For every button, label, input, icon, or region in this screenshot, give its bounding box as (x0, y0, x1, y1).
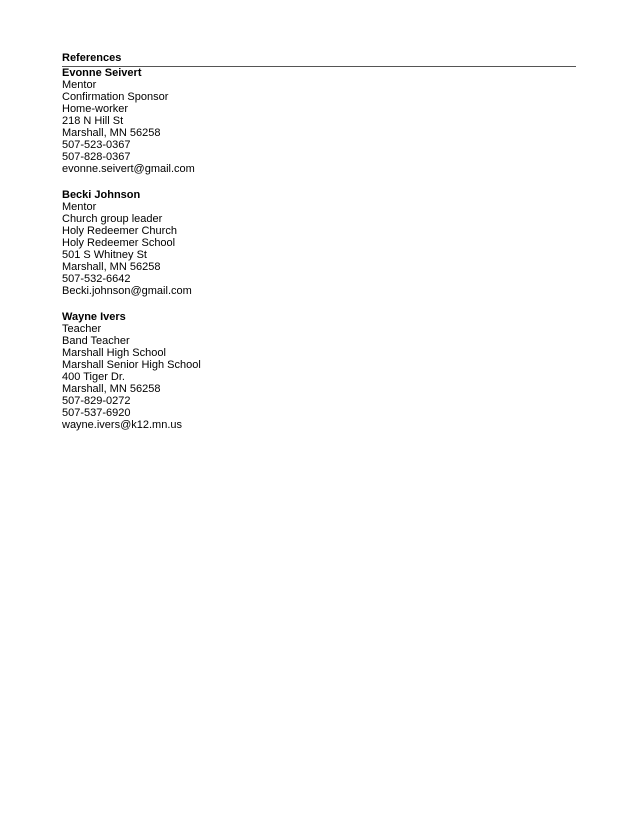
reference-name: Becki Johnson (62, 189, 141, 201)
reference-detail-line: Marshall, MN 56258 (62, 127, 161, 139)
reference-entry (62, 311, 576, 431)
reference-detail-line: Holy Redeemer Church (62, 225, 177, 237)
reference-detail-line: Marshall, MN 56258 (62, 261, 161, 273)
reference-detail-line: 507-537-6920 (62, 407, 131, 419)
reference-detail-line: 507-828-0367 (62, 151, 131, 163)
reference-detail-line: Marshall High School (62, 347, 166, 359)
reference-detail-line: Church group leader (62, 213, 163, 225)
reference-detail-line: 507-523-0367 (62, 139, 131, 151)
document-page (62, 52, 576, 431)
reference-detail-line: Mentor (62, 79, 97, 91)
reference-detail-line: Becki.johnson@gmail.com (62, 285, 192, 297)
reference-entry (62, 189, 576, 297)
reference-detail-line: Teacher (62, 323, 102, 335)
reference-detail-line: Holy Redeemer School (62, 237, 176, 249)
reference-detail-line: 218 N Hill St (62, 115, 124, 127)
references-list (62, 67, 576, 431)
reference-detail-line: 507-532-6642 (62, 273, 131, 285)
reference-detail-line: Home-worker (62, 103, 129, 115)
reference-detail-line: 507-829-0272 (62, 395, 131, 407)
reference-name: Evonne Seivert (62, 67, 142, 79)
reference-detail-line: 400 Tiger Dr. (62, 371, 125, 383)
reference-detail-line: evonne.seivert@gmail.com (62, 163, 195, 175)
reference-detail-line: Band Teacher (62, 335, 130, 347)
reference-entry (62, 67, 576, 175)
reference-detail-line: Marshall, MN 56258 (62, 383, 161, 395)
reference-detail-line: 501 S Whitney St (62, 249, 147, 261)
reference-detail-line: Confirmation Sponsor (62, 91, 169, 103)
reference-detail-line: Marshall Senior High School (62, 359, 201, 371)
reference-name: Wayne Ivers (62, 311, 126, 323)
reference-detail-line: Mentor (62, 201, 97, 213)
section-heading-references: References (62, 52, 576, 67)
reference-detail-line: wayne.ivers@k12.mn.us (62, 419, 182, 431)
